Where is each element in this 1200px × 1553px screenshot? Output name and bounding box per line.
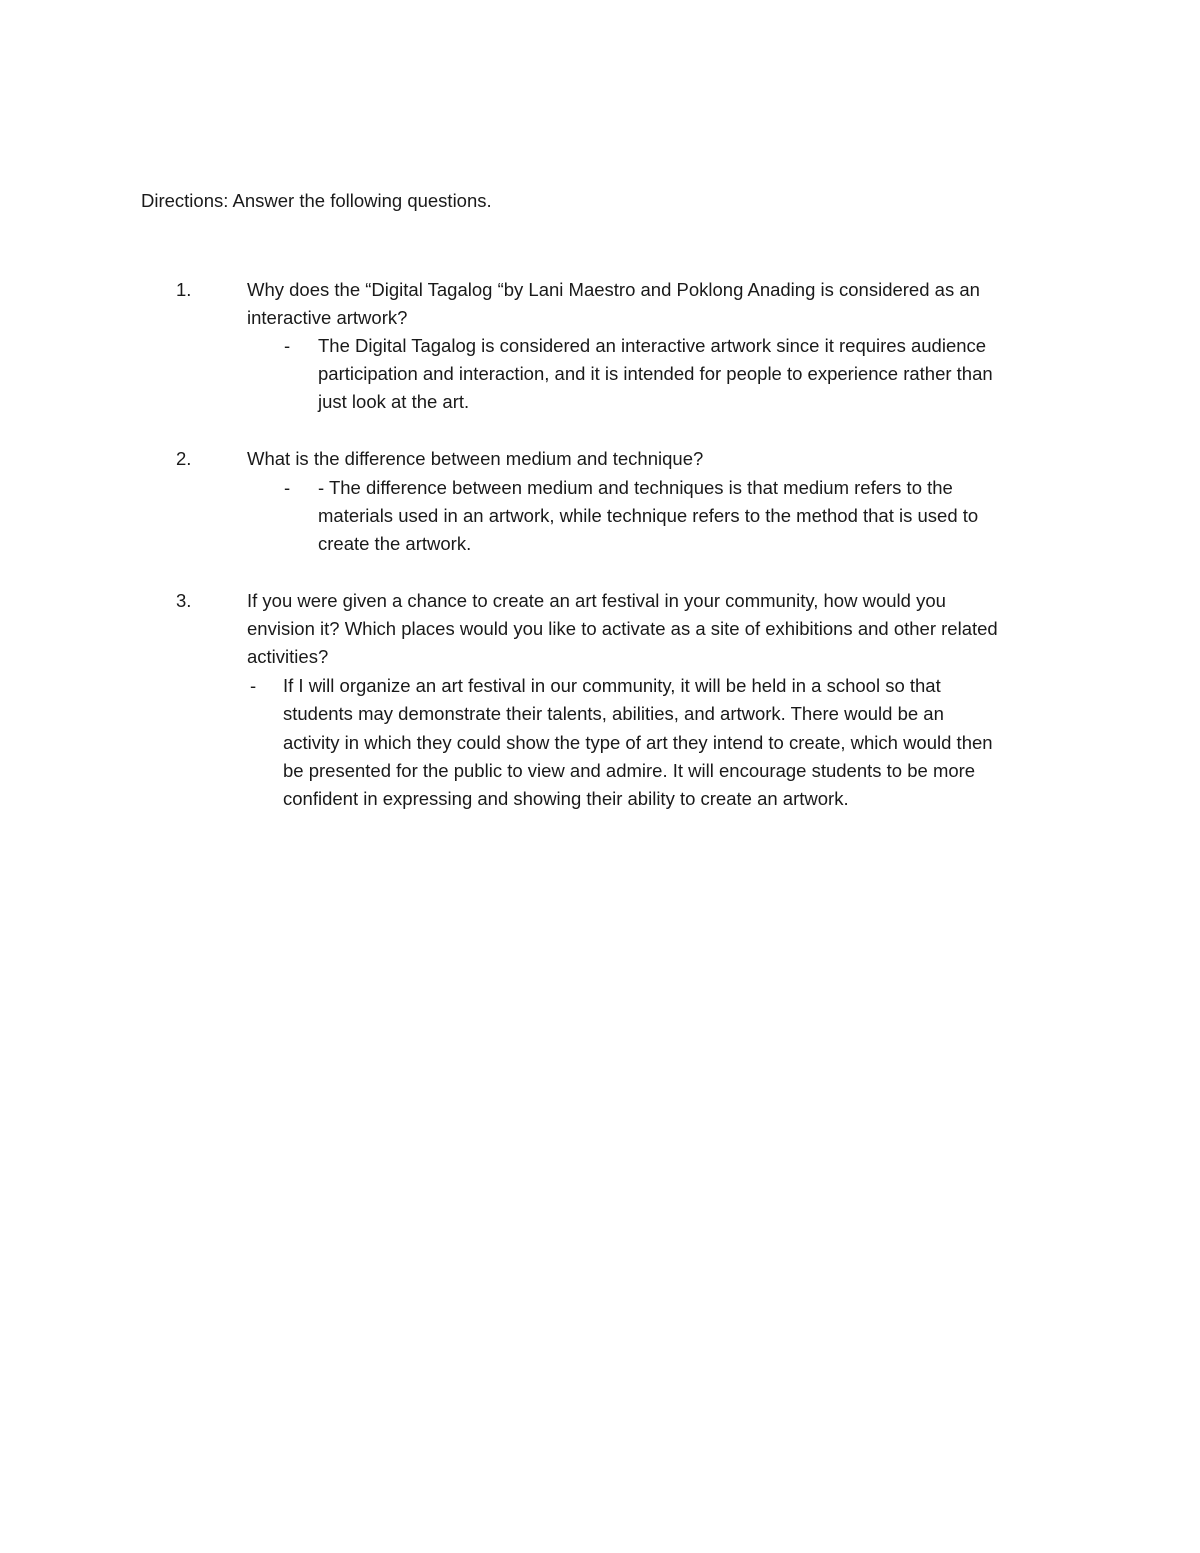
answer-text: participation and interaction, and it is intended for people to experience rather than: [318, 363, 993, 384]
question-number: 2.: [176, 448, 192, 469]
answer-text: The Digital Tagalog is considered an interactive artwork since it requires audience: [318, 335, 987, 356]
answer-text: confident in expressing and showing their ability to create an artwork.: [283, 788, 849, 809]
answer-text: students may demonstrate their talents, abilities, and artwork. There would be an: [283, 703, 944, 724]
answer-text: If I will organize an art festival in our community, it will be held in a school so that: [283, 675, 941, 696]
answer-bullet: -: [284, 477, 291, 498]
question-text: activities?: [247, 646, 329, 667]
answer-text: - The difference between medium and techniques is that medium refers to the: [318, 477, 953, 498]
answer-bullet: -: [250, 675, 257, 696]
question-text: If you were given a chance to create an art festival in your community, how would you: [247, 590, 946, 611]
answer-text: create the artwork.: [318, 533, 472, 554]
answer-text: be presented for the public to view and admire. It will encourage students to be more: [283, 760, 976, 781]
answer-text: materials used in an artwork, while technique refers to the method that is used to: [318, 505, 979, 526]
question-text: What is the difference between medium and technique?: [247, 448, 704, 469]
answer-text: just look at the art.: [318, 391, 470, 412]
question-text: envision it? Which places would you like to activate as a site of exhibitions and other related: [247, 618, 998, 639]
directions-heading: Directions: Answer the following questions.: [141, 190, 492, 211]
question-text: interactive artwork?: [247, 307, 408, 328]
question-text: Why does the “Digital Tagalog “by Lani Maestro and Poklong Anading is considered as an: [247, 279, 980, 300]
answer-text: activity in which they could show the type of art they intend to create, which would then: [283, 732, 993, 753]
question-number: 3.: [176, 590, 192, 611]
question-number: 1.: [176, 279, 192, 300]
answer-bullet: -: [284, 335, 291, 356]
